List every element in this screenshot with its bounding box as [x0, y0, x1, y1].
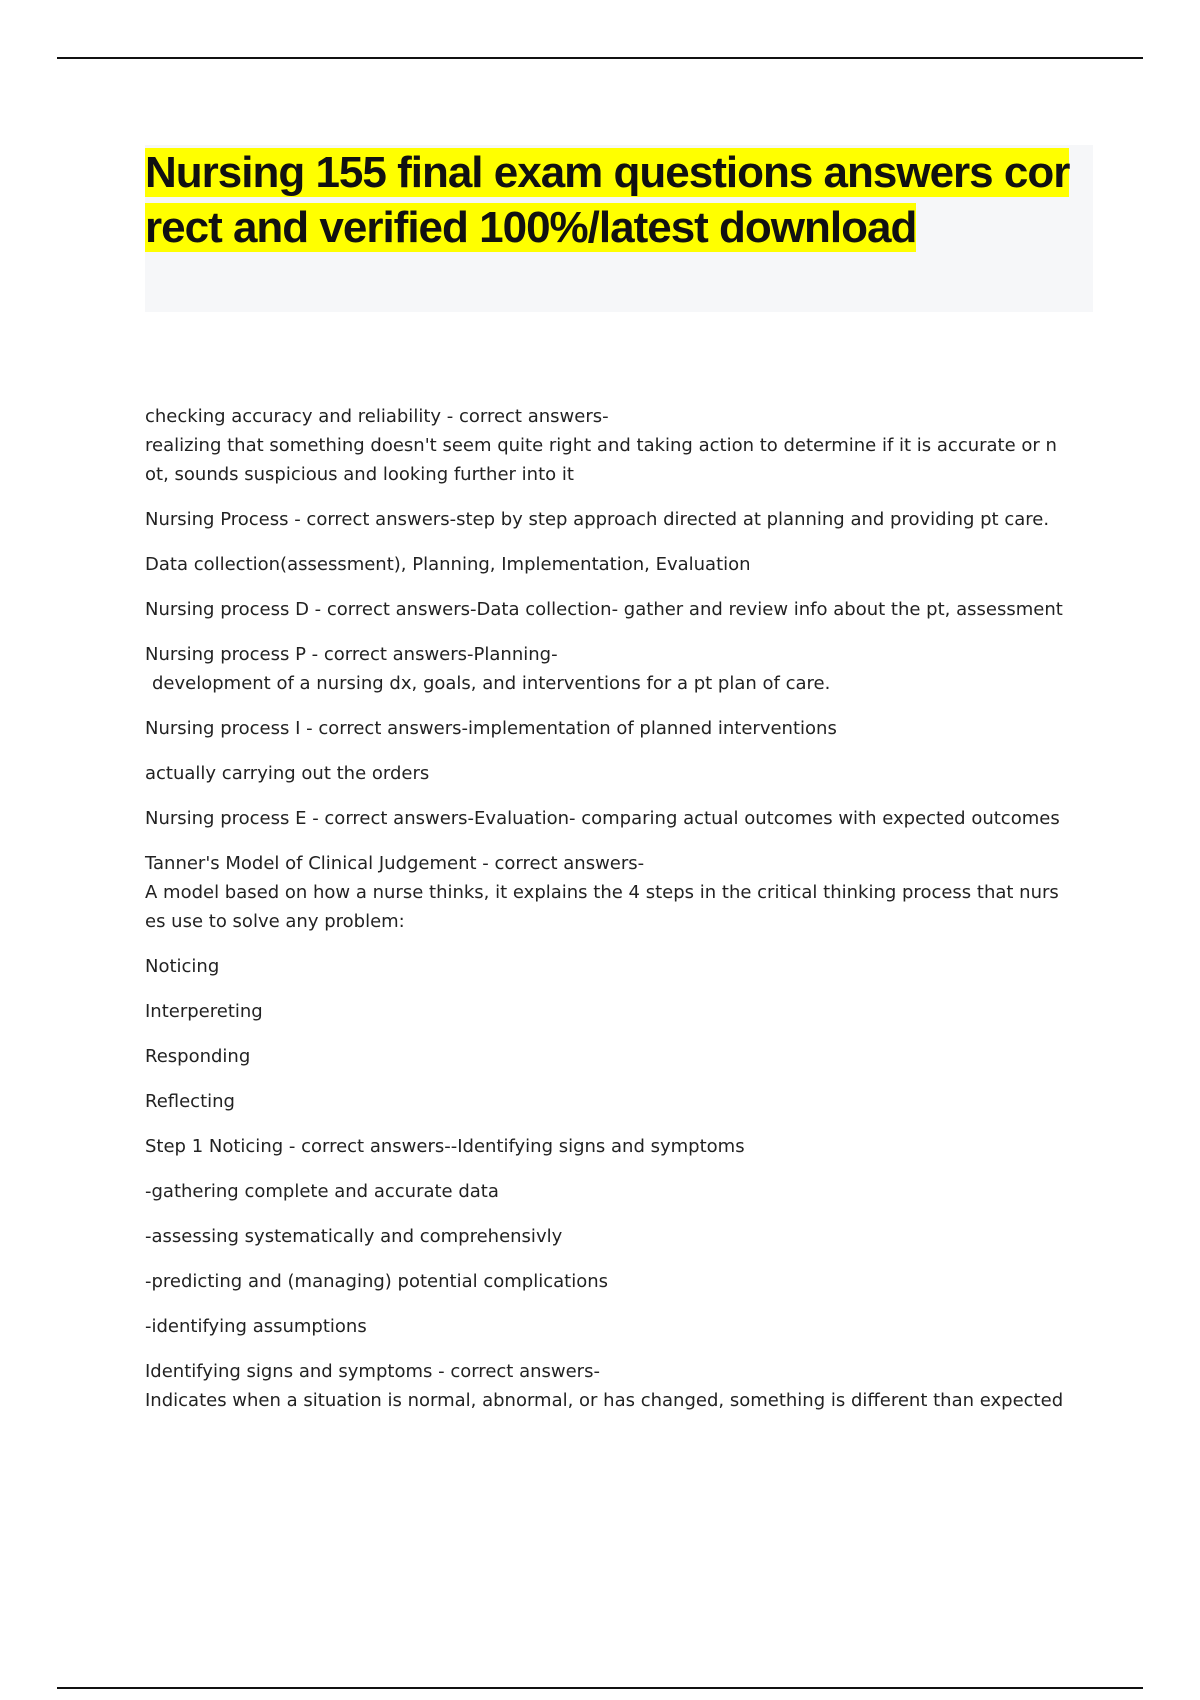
entry — [145, 997, 1090, 1026]
entry — [145, 1357, 1090, 1415]
entry — [145, 505, 1090, 534]
entry-line: es use to solve any problem: — [145, 911, 405, 932]
entry — [145, 595, 1090, 624]
entry-line: Step 1 Noticing - correct answers--Identifying signs and symptoms — [145, 1136, 745, 1157]
entry-line: Nursing Process - correct answers-step by step approach directed at planning and providing pt care. — [145, 509, 1050, 530]
entry-line: ot, sounds suspicious and looking further into it — [145, 464, 574, 485]
entry-line: -predicting and (managing) potential complications — [145, 1271, 608, 1292]
entry — [145, 402, 1090, 489]
document-title — [145, 145, 1073, 255]
entry — [145, 550, 1090, 579]
entry — [145, 1222, 1090, 1251]
entry-line: A model based on how a nurse thinks, it explains the 4 steps in the critical thinking process that nurs — [145, 882, 1059, 903]
entry-line: Identifying signs and symptoms - correct answers- — [145, 1361, 600, 1382]
top-rule — [57, 57, 1143, 59]
entry — [145, 1132, 1090, 1161]
entry-line: Responding — [145, 1046, 251, 1067]
entry-line: checking accuracy and reliability - correct answers- — [145, 406, 609, 427]
title-block — [145, 145, 1093, 312]
entry-line: Indicates when a situation is normal, abnormal, or has changed, something is different than expected — [145, 1390, 1064, 1411]
entry-line: -assessing systematically and comprehensivly — [145, 1226, 563, 1247]
entry — [145, 1042, 1090, 1071]
entry — [145, 1312, 1090, 1341]
entry-line: Nursing process P - correct answers-Planning- — [145, 644, 558, 665]
entry-line: Data collection(assessment), Planning, Implementation, Evaluation — [145, 554, 751, 575]
entry-line: Reflecting — [145, 1091, 235, 1112]
entry — [145, 759, 1090, 788]
entry — [145, 804, 1090, 833]
entry-line: -identifying assumptions — [145, 1316, 367, 1337]
entry-line: Nursing process I - correct answers-implementation of planned interventions — [145, 718, 837, 739]
entry — [145, 640, 1090, 698]
entry-line: Noticing — [145, 956, 220, 977]
bottom-rule — [57, 1687, 1143, 1689]
entry-line: development of a nursing dx, goals, and interventions for a pt plan of care. — [152, 673, 831, 694]
entry-line: realizing that something doesn't seem quite right and taking action to determine if it is accurate or n — [145, 435, 1057, 456]
entry — [145, 1087, 1090, 1116]
entry — [145, 1177, 1090, 1206]
document-body — [145, 402, 1090, 1431]
entry — [145, 849, 1090, 936]
entry-line: Nursing process E - correct answers-Evaluation- comparing actual outcomes with expected outcomes — [145, 808, 1060, 829]
entry-line: -gathering complete and accurate data — [145, 1181, 499, 1202]
entry — [145, 952, 1090, 981]
entry-line: actually carrying out the orders — [145, 763, 430, 784]
entry — [145, 714, 1090, 743]
entry-line: Tanner's Model of Clinical Judgement - correct answers- — [145, 853, 645, 874]
entry-line: Interpereting — [145, 1001, 263, 1022]
entry-line: Nursing process D - correct answers-Data collection- gather and review info about the pt, assessment — [145, 599, 1063, 620]
title-highlight: Nursing 155 final exam questions answers correct and verified 100%/latest download — [145, 148, 1070, 252]
entry — [145, 1267, 1090, 1296]
